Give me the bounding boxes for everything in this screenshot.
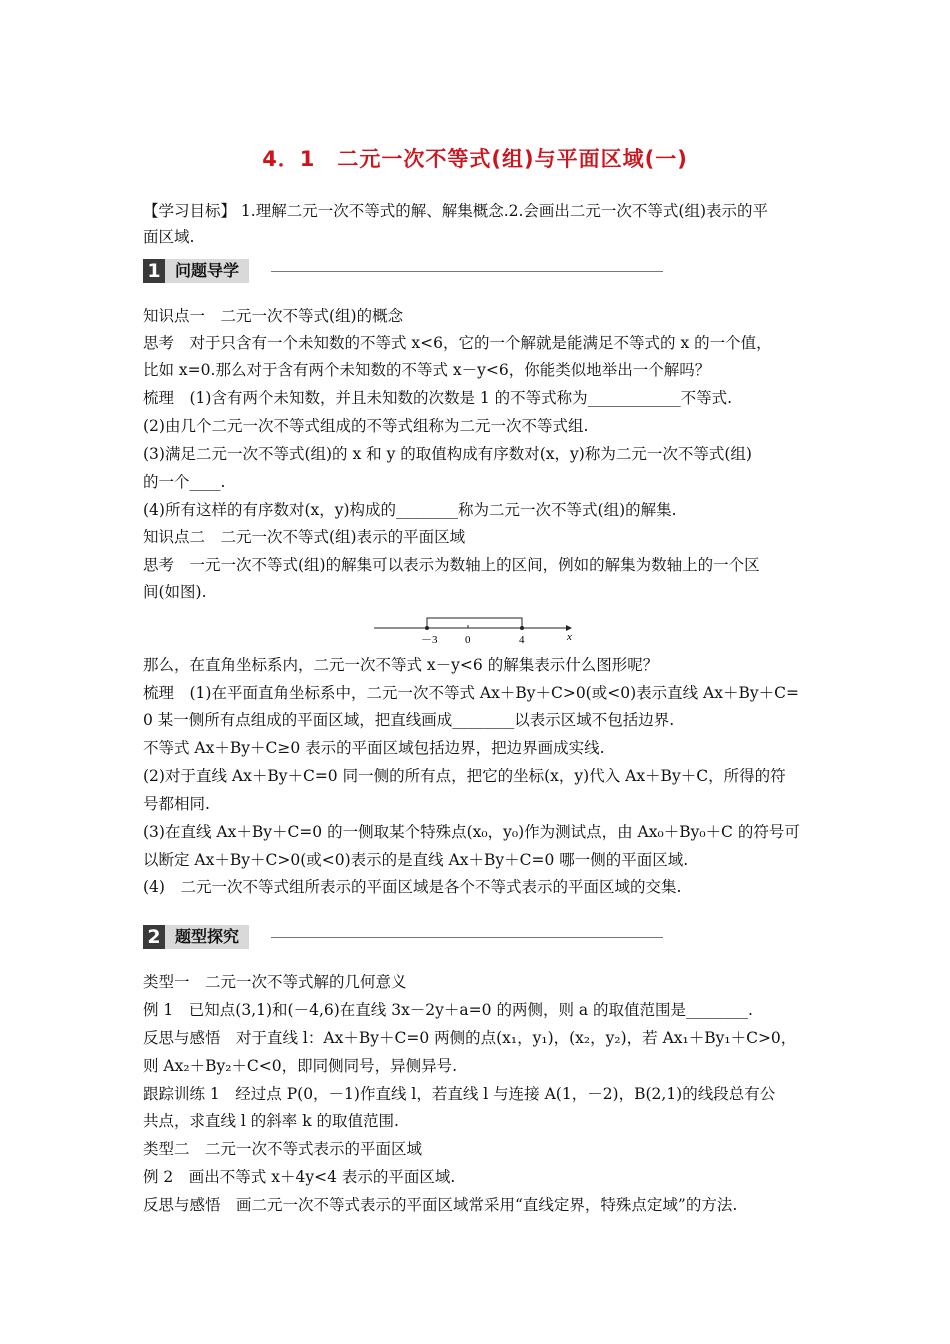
text-line: 梳理 (1)在平面直角坐标系中，二元一次不等式 Ax＋By＋C>0(或<0)表示直线 Ax＋By＋C= (143, 684, 799, 702)
text-line: (3)在直线 Ax＋By＋C=0 的一侧取某个特殊点(x₀，y₀)作为测试点，由 Ax₀＋By₀＋C 的符号可 (143, 823, 800, 841)
example-2: 例 2 画出不等式 x＋4y<4 表示的平面区域. (143, 1168, 456, 1186)
text-line: 思考 一元一次不等式(组)的解集可以表示为数轴上的区间，例如的解集为数轴上的一个区 (143, 556, 760, 574)
text-line: 0 某一侧所有点组成的平面区域，把直线画成________以表示区域不包括边界. (143, 711, 675, 729)
text-line: 反思与感悟 画二元一次不等式表示的平面区域常采用“直线定界，特殊点定域”的方法. (143, 1196, 738, 1214)
learning-objectives-cont: 面区域. (143, 228, 195, 246)
section-number: 2 (143, 925, 165, 949)
text-line: 那么，在直角坐标系内，二元一次不等式 x－y<6 的解集表示什么图形呢？ (143, 656, 659, 674)
text-line: 思考 对于只含有一个未知数的不等式 x<6，它的一个解就是能满足不等式的 x 的一个值， (143, 334, 772, 352)
text-line: 号都相同. (143, 795, 210, 813)
tick-label-4: 4 (519, 634, 525, 646)
section-label: 题型探究 (165, 925, 249, 949)
knowledge-point-1: 知识点一 二元一次不等式(组)的概念 (143, 307, 404, 325)
section-rule (271, 271, 663, 272)
interval-endpoint-right (520, 626, 524, 630)
type-heading-2: 类型二 二元一次不等式表示的平面区域 (143, 1140, 423, 1158)
section-number: 1 (143, 259, 165, 283)
text-line: 则 Ax₂＋By₂＋C<0，即同侧同号，异侧异号. (143, 1057, 458, 1075)
text-line: 共点，求直线 l 的斜率 k 的取值范围. (143, 1112, 399, 1130)
interval-endpoint-left (425, 626, 429, 630)
exercise-1: 跟踪训练 1 经过点 P(0，－1)作直线 l，若直线 l 与连接 A(1，－2)，B(2,1)的线段总有公 (143, 1085, 776, 1103)
tick-label-neg3: －3 (421, 634, 438, 646)
tick-label-0: 0 (465, 634, 471, 646)
example-1: 例 1 已知点(3,1)和(－4,6)在直线 3x－2y＋a=0 的两侧，则 a 的取值范围是________. (143, 1001, 753, 1019)
knowledge-point-2: 知识点二 二元一次不等式(组)表示的平面区域 (143, 528, 466, 546)
section-rule (271, 937, 663, 938)
text-line: 比如 x=0.那么对于含有两个未知数的不等式 x－y<6，你能类似地举出一个解吗？ (143, 361, 711, 379)
text-line: (3)满足二元一次不等式(组)的 x 和 y 的取值构成有序数对(x，y)称为二元一次不等式(组) (143, 445, 752, 463)
text-line: 间(如图). (143, 583, 207, 601)
text-line: (4) 二元一次不等式组所表示的平面区域是各个不等式表示的平面区域的交集. (143, 878, 682, 896)
text-line: (4)所有这样的有序数对(x，y)构成的________称为二元一次不等式(组)的解集. (143, 501, 677, 519)
text-line: (2)由几个二元一次不等式组成的不等式组称为二元一次不等式组. (143, 417, 589, 435)
axis-label-x: x (567, 631, 572, 643)
section-label: 问题导学 (165, 259, 249, 283)
learning-objectives: 【学习目标】 1.理解二元一次不等式的解、解集概念.2.会画出二元一次不等式(组)表示的平 (143, 202, 769, 220)
number-line-figure (374, 612, 584, 646)
text-line: 反思与感悟 对于直线 l：Ax＋By＋C=0 两侧的点(x₁，y₁)，(x₂，y₂)，若 Ax₁＋By₁＋C>0， (143, 1029, 797, 1047)
text-line: 的一个____. (143, 473, 226, 491)
text-line: 以断定 Ax＋By＋C>0(或<0)表示的是直线 Ax＋By＋C=0 哪一侧的平面区域. (143, 851, 689, 869)
text-line: (2)对于直线 Ax＋By＋C=0 同一侧的所有点，把它的坐标(x，y)代入 Ax＋By＋C，所得的符 (143, 767, 786, 785)
page-title: 4．1 二元一次不等式(组)与平面区域(一) (262, 147, 688, 171)
type-heading-1: 类型一 二元一次不等式解的几何意义 (143, 973, 407, 991)
interval-bracket (427, 618, 522, 628)
text-line: 梳理 (1)含有两个未知数，并且未知数的次数是 1 的不等式称为____________不等式. (143, 389, 733, 407)
text-line: 不等式 Ax＋By＋C≥0 表示的平面区域包括边界，把边界画成实线. (143, 739, 605, 757)
